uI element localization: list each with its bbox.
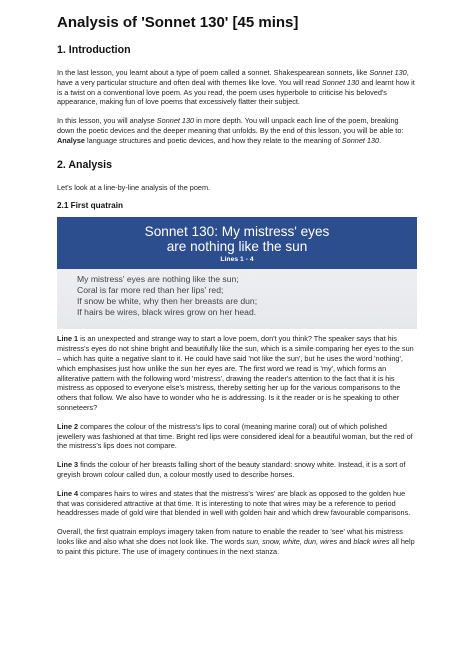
text-run: all help to paint this picture. The use of imagery continues in the next stanza. [57, 536, 415, 556]
text-run: and [337, 536, 354, 546]
text-run: , have a very particular structure and often deal with themes like love. You will read [57, 68, 409, 87]
italic-text: sun, snow, white, dun, wires [246, 536, 338, 546]
poem-line: If hairs be wires, black wires grow on her head. [77, 307, 257, 318]
analysis-line-2 [57, 422, 417, 451]
bold-text: Line 3 [57, 460, 79, 470]
analysis-line-1 [57, 334, 417, 412]
poem-banner-image [57, 217, 417, 329]
section-heading-analysis: 2. Analysis [57, 158, 112, 171]
poem-line: My mistress' eyes are nothing like the sun; [77, 274, 239, 285]
analysis-lead: Let's look at a line-by-line analysis of the poem. [57, 182, 211, 192]
banner-subtitle: Lines 1 - 4 [220, 255, 254, 263]
banner-header [57, 217, 417, 269]
text-run: is an unexpected and strange way to start a love poem, don't you think? The speaker says that his mistress's eyes do not shine bright and beautifully like the sun, which is a simile comparing her eyes to the sun – which has quite a negative slant to it. He could have said 'not like the sun', but he uses the word 'nothing', which emphasises just how unlike the sun her eyes are. The first word we read is 'my', which forms an alliterative pattern with the following word 'mistress', drawing the reader's attention to the fact that it is his mistress as opposed to everyone else's mistress, thereby setting her up for the various comparisons to the others that follow. We also have to wonder who he is addressing. Is it the reader or is he speaking to other sonneteers? [57, 334, 414, 412]
bold-text: Analyse [57, 135, 85, 145]
text-run: In this lesson, you will analyse [57, 116, 157, 126]
text-run: . [379, 135, 382, 145]
analysis-line-3 [57, 460, 417, 480]
italic-text: Sonnet 130 [369, 68, 407, 77]
bold-text: Line 1 [57, 334, 79, 344]
section-heading-introduction: 1. Introduction [57, 44, 131, 56]
text-run: compares hairs to wires and states that the mistress's 'wires' are black as opposed to the golden hue that was considered attractive at that time. It is interesting to note that wires may be a reference to period headdresses made of gold wire that blended in well with golden hair and which drew favourable comparisons. [57, 488, 411, 518]
banner-title-line-2: are nothing like the sun [166, 238, 308, 254]
analysis-summary [57, 527, 417, 556]
text-run: language structures and poetic devices, and how they relate to the meaning of [85, 135, 342, 145]
italic-text: Sonnet 130 [341, 135, 380, 145]
banner-poem-lines [57, 269, 417, 318]
text-run: compares the colour of the mistress's lips to coral (meaning marine coral) out of which polished jewellery was fashioned at that time. Bright red lips were considered ideal for a beautiful woman, but the red of the mistress's lips does not compare. [57, 421, 413, 451]
page-title: Analysis of 'Sonnet 130' [45 mins] [57, 14, 299, 31]
subheading-first-quatrain: 2.1 First quatrain [57, 201, 123, 211]
text-run: In the last lesson, you learnt about a type of poem called a sonnet. Shakespearean sonnets, like [57, 68, 370, 77]
text-run: and learnt how it is a twist on a conventional love poem. As you read, the poem uses hyperbole to criticise his beloved's appearance, making fun of love poems that excessively flatter their subject. [57, 77, 415, 107]
italic-text: black wires [353, 536, 390, 546]
intro-paragraph-2 [57, 116, 417, 145]
poem-line: Coral is far more red than her lips' red; [77, 285, 224, 296]
text-run: Overall, the first quatrain employs imagery taken from nature to enable the reader to 'see' what his mistress looks like and also what she does not look like. The words [57, 527, 403, 546]
text-run: in more depth. You will unpack each line of the poem, breaking down the poetic devices and the deeper meaning that unfolds. By the end of this lesson, you will be able to: [57, 116, 404, 135]
intro-paragraph-1 [57, 68, 417, 107]
banner-title-line-1: Sonnet 130: My mistress' eyes [144, 223, 330, 239]
bold-text: Line 4 [57, 488, 79, 498]
italic-text: Sonnet 130 [321, 77, 360, 87]
text-run: finds the colour of her breasts falling short of the beauty standard: snowy white. Instead, it is a sort of greyish brown colour called dun, a colour mostly used to describe horses. [57, 460, 406, 479]
poem-line: If snow be white, why then her breasts are dun; [77, 296, 258, 307]
bold-text: Line 2 [57, 421, 79, 431]
italic-text: Sonnet 130 [156, 116, 195, 126]
analysis-line-4 [57, 489, 417, 518]
